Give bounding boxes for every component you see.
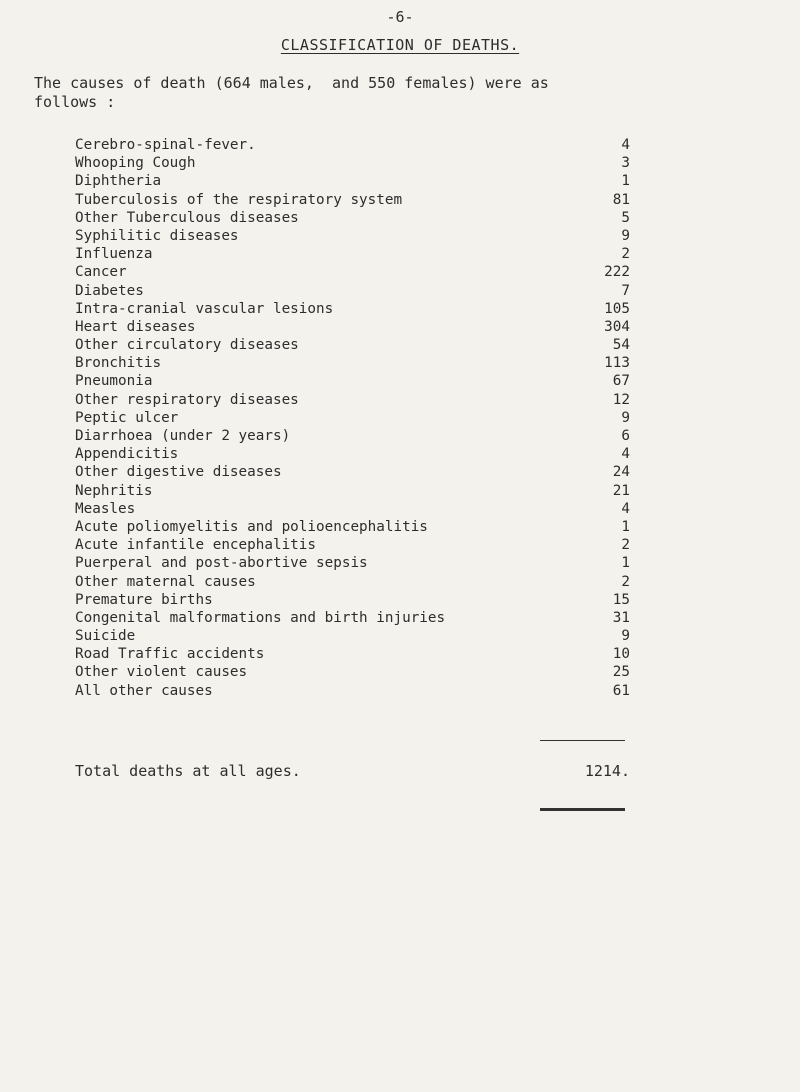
cause-row — [75, 645, 630, 663]
cause-count: 5 — [621, 209, 630, 226]
cause-label: Bronchitis — [75, 355, 162, 372]
cause-count: 10 — [612, 646, 630, 663]
cause-row — [75, 536, 630, 554]
cause-row — [75, 518, 630, 536]
cause-label: Other violent causes — [75, 664, 248, 681]
cause-label: Other Tuberculous diseases — [75, 209, 299, 226]
cause-row — [75, 136, 630, 154]
cause-count: 24 — [612, 464, 630, 481]
cause-count: 7 — [621, 282, 630, 299]
cause-count: 222 — [604, 264, 630, 281]
cause-count: 21 — [612, 482, 630, 499]
cause-row — [75, 372, 630, 390]
cause-label: Other circulatory diseases — [75, 337, 299, 354]
cause-count: 1 — [621, 518, 630, 535]
cause-count: 31 — [612, 609, 630, 626]
cause-label: Puerperal and post-abortive sepsis — [75, 555, 368, 572]
cause-count: 9 — [621, 227, 630, 244]
cause-label: Heart diseases — [75, 318, 196, 335]
cause-row — [75, 554, 630, 572]
cause-row — [75, 336, 630, 354]
cause-label: Premature births — [75, 591, 213, 608]
cause-count: 105 — [604, 300, 630, 317]
cause-row — [75, 573, 630, 591]
cause-row — [75, 445, 630, 463]
cause-row — [75, 391, 630, 409]
total-label: Total deaths at all ages. — [75, 762, 301, 780]
cause-count: 2 — [621, 573, 630, 590]
cause-count: 1 — [621, 173, 630, 190]
cause-label: Measles — [75, 500, 136, 517]
cause-count: 81 — [612, 191, 630, 208]
causes-list — [75, 136, 630, 700]
cause-count: 61 — [612, 682, 630, 699]
cause-row — [75, 591, 630, 609]
cause-count: 2 — [621, 246, 630, 263]
cause-count: 9 — [621, 628, 630, 645]
cause-label: Nephritis — [75, 482, 153, 499]
cause-label: Whooping Cough — [75, 155, 196, 172]
cause-row — [75, 463, 630, 481]
cause-row — [75, 409, 630, 427]
cause-label: Congenital malformations and birth injuries — [75, 609, 446, 626]
cause-label: Other respiratory diseases — [75, 391, 299, 408]
cause-count: 2 — [621, 537, 630, 554]
cause-count: 113 — [604, 355, 630, 372]
cause-row — [75, 427, 630, 445]
cause-label: Intra-cranial vascular lesions — [75, 300, 334, 317]
cause-label: Cerebro-spinal-fever. — [75, 137, 256, 153]
cause-row — [75, 318, 630, 336]
cause-count: 6 — [621, 428, 630, 444]
cause-row — [75, 663, 630, 681]
cause-label: Road Traffic accidents — [75, 646, 265, 663]
cause-label: Diabetes — [75, 282, 144, 299]
total-count: 1214. — [584, 762, 630, 780]
cause-count: 4 — [621, 137, 630, 153]
cause-count: 15 — [612, 591, 630, 608]
cause-row — [75, 209, 630, 227]
cause-label: Other digestive diseases — [75, 464, 282, 481]
cause-count: 9 — [621, 409, 630, 426]
cause-label: Acute infantile encephalitis — [75, 537, 317, 554]
intro-paragraph: The causes of death (664 males, and 550 females) were as follows : — [34, 74, 549, 111]
total-rule-bottom — [540, 808, 625, 811]
cause-count: 1 — [621, 555, 630, 572]
cause-row — [75, 682, 630, 700]
cause-row — [75, 500, 630, 518]
cause-label: Appendicitis — [75, 446, 179, 463]
cause-row — [75, 263, 630, 281]
cause-label: Cancer — [75, 264, 127, 281]
cause-label: All other causes — [75, 682, 213, 699]
cause-count: 25 — [612, 664, 630, 681]
cause-label: Diphtheria — [75, 173, 162, 190]
page-number: -6- — [386, 8, 414, 26]
cause-count: 304 — [604, 318, 630, 335]
cause-count: 4 — [621, 446, 630, 463]
cause-row — [75, 191, 630, 209]
cause-label: Tuberculosis of the respiratory system — [75, 191, 403, 208]
page-title-text: CLASSIFICATION OF DEATHS. — [280, 36, 520, 54]
cause-row — [75, 482, 630, 500]
cause-label: Peptic ulcer — [75, 409, 179, 426]
cause-row — [75, 300, 630, 318]
cause-row — [75, 609, 630, 627]
cause-row — [75, 354, 630, 372]
page-title — [0, 36, 800, 54]
cause-label: Syphilitic diseases — [75, 227, 239, 244]
cause-label: Suicide — [75, 628, 136, 645]
cause-row — [75, 227, 630, 245]
cause-count: 12 — [612, 391, 630, 408]
cause-label: Other maternal causes — [75, 573, 256, 590]
total-row — [75, 762, 630, 780]
cause-count: 4 — [621, 500, 630, 517]
cause-count: 54 — [612, 337, 630, 354]
cause-label: Influenza — [75, 246, 153, 263]
cause-label: Acute poliomyelitis and polioencephalitis — [75, 518, 428, 535]
total-rule-top — [540, 740, 625, 741]
cause-row — [75, 627, 630, 645]
cause-row — [75, 172, 630, 190]
cause-row — [75, 245, 630, 263]
cause-count: 3 — [621, 155, 630, 172]
cause-row — [75, 282, 630, 300]
cause-label: Diarrhoea (under 2 years) — [75, 428, 291, 444]
cause-label: Pneumonia — [75, 373, 153, 390]
cause-row — [75, 154, 630, 172]
cause-count: 67 — [612, 373, 630, 390]
